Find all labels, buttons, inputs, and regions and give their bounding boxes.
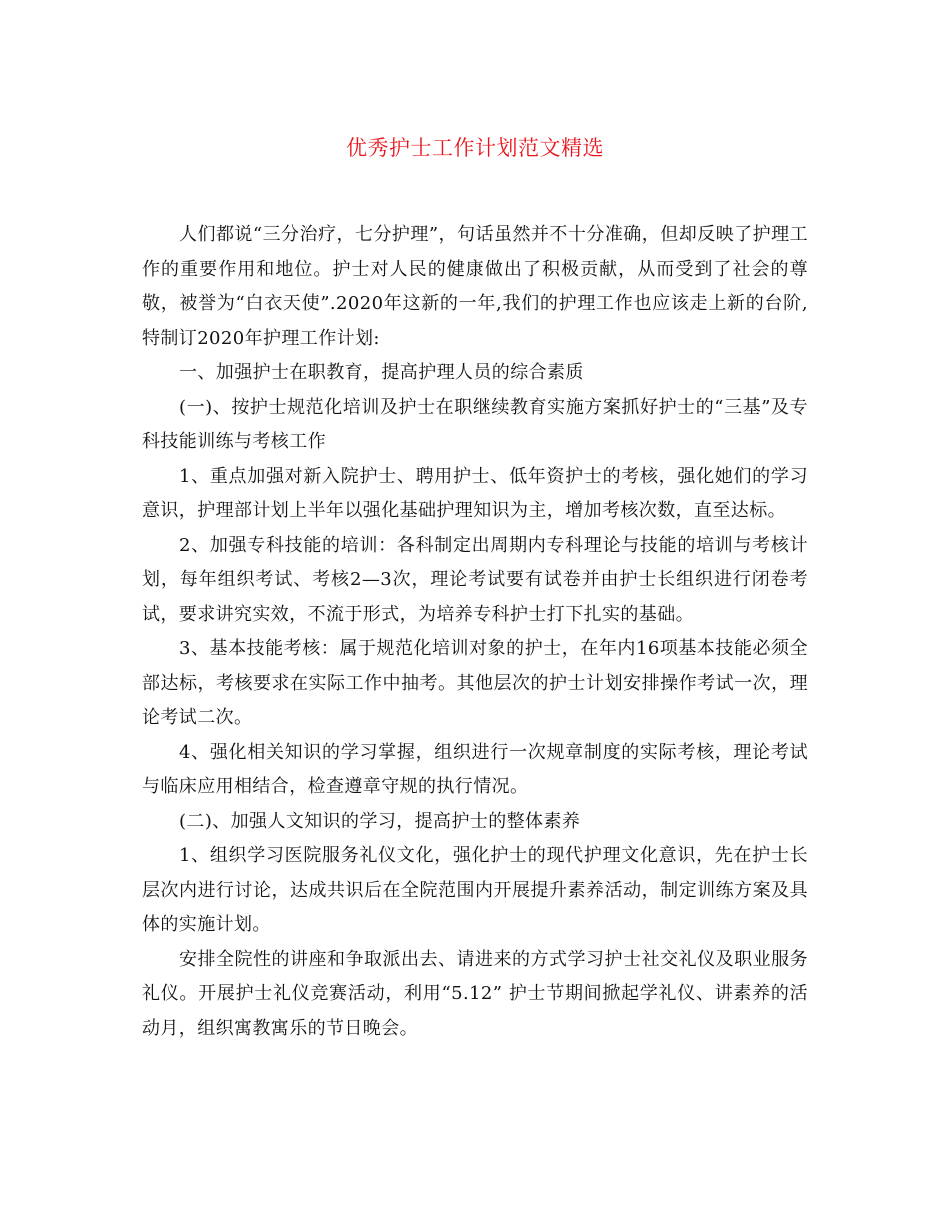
list-item-5: 1、组织学习医院服务礼仪文化，强化护士的现代护理文化意识，先在护士长层次内进行讨论，达成共识后在全院范围内开展提升素养活动，制定训练方案及具体的实施计划。 xyxy=(142,845,808,935)
paragraph-closing: 安排全院性的讲座和争取派出去、请进来的方式学习护士社交礼仪及职业服务礼仪。开展护士礼仪竞赛活动，利用“5.12” 护士节期间掀起学礼仪、讲素养的活动月，组织寓教寓乐的节日晚会。 xyxy=(142,948,808,1039)
list-item-1: 1、重点加强对新入院护士、聘用护士、低年资护士的考核，强化她们的学习意识，护理部计划上半年以强化基础护理知识为主，增加考核次数，直至达标。 xyxy=(142,465,808,521)
list-item-3: 3、基本技能考核：属于规范化培训对象的护士，在年内16项基本技能必须全部达标，考核要求在实际工作中抽考。其他层次的护士计划安排操作考试一次，理论考试二次。 xyxy=(142,638,808,728)
list-item-4: 4、强化相关知识的学习掌握，组织进行一次规章制度的实际考核，理论考试与临床应用相结合，检查遵章守规的执行情况。 xyxy=(142,741,808,797)
document-title: 优秀护士工作计划范文精选 xyxy=(346,136,604,160)
subsection-heading-1: (一)、按护士规范化培训及护士在职继续教育实施方案抓好护士的“三基”及专科技能训练与考核工作 xyxy=(142,396,808,452)
list-item-2: 2、加强专科技能的培训：各科制定出周期内专科理论与技能的培训与考核计划，每年组织考试、考核2—3次，理论考试要有试卷并由护士长组织进行闭卷考试，要求讲究实效，不流于形式，为培养专科护士打下扎实的基础。 xyxy=(142,534,808,625)
subsection-heading-2: (二)、加强人文知识的学习，提高护士的整体素养 xyxy=(179,810,581,832)
section-heading-1: 一、加强护士在职教育，提高护理人员的综合素质 xyxy=(179,362,584,383)
document-body xyxy=(142,218,808,1046)
paragraph-intro: 人们都说“三分治疗，七分护理”，句话虽然并不十分准确，但却反映了护理工作的重要作用和地位。护士对人民的健康做出了积极贡献，从而受到了社会的尊敬，被誉为“白衣天使”.2020年这新的一年,我们的护理工作也应该走上新的台阶,特制订2020年护理工作计划: xyxy=(142,224,808,349)
